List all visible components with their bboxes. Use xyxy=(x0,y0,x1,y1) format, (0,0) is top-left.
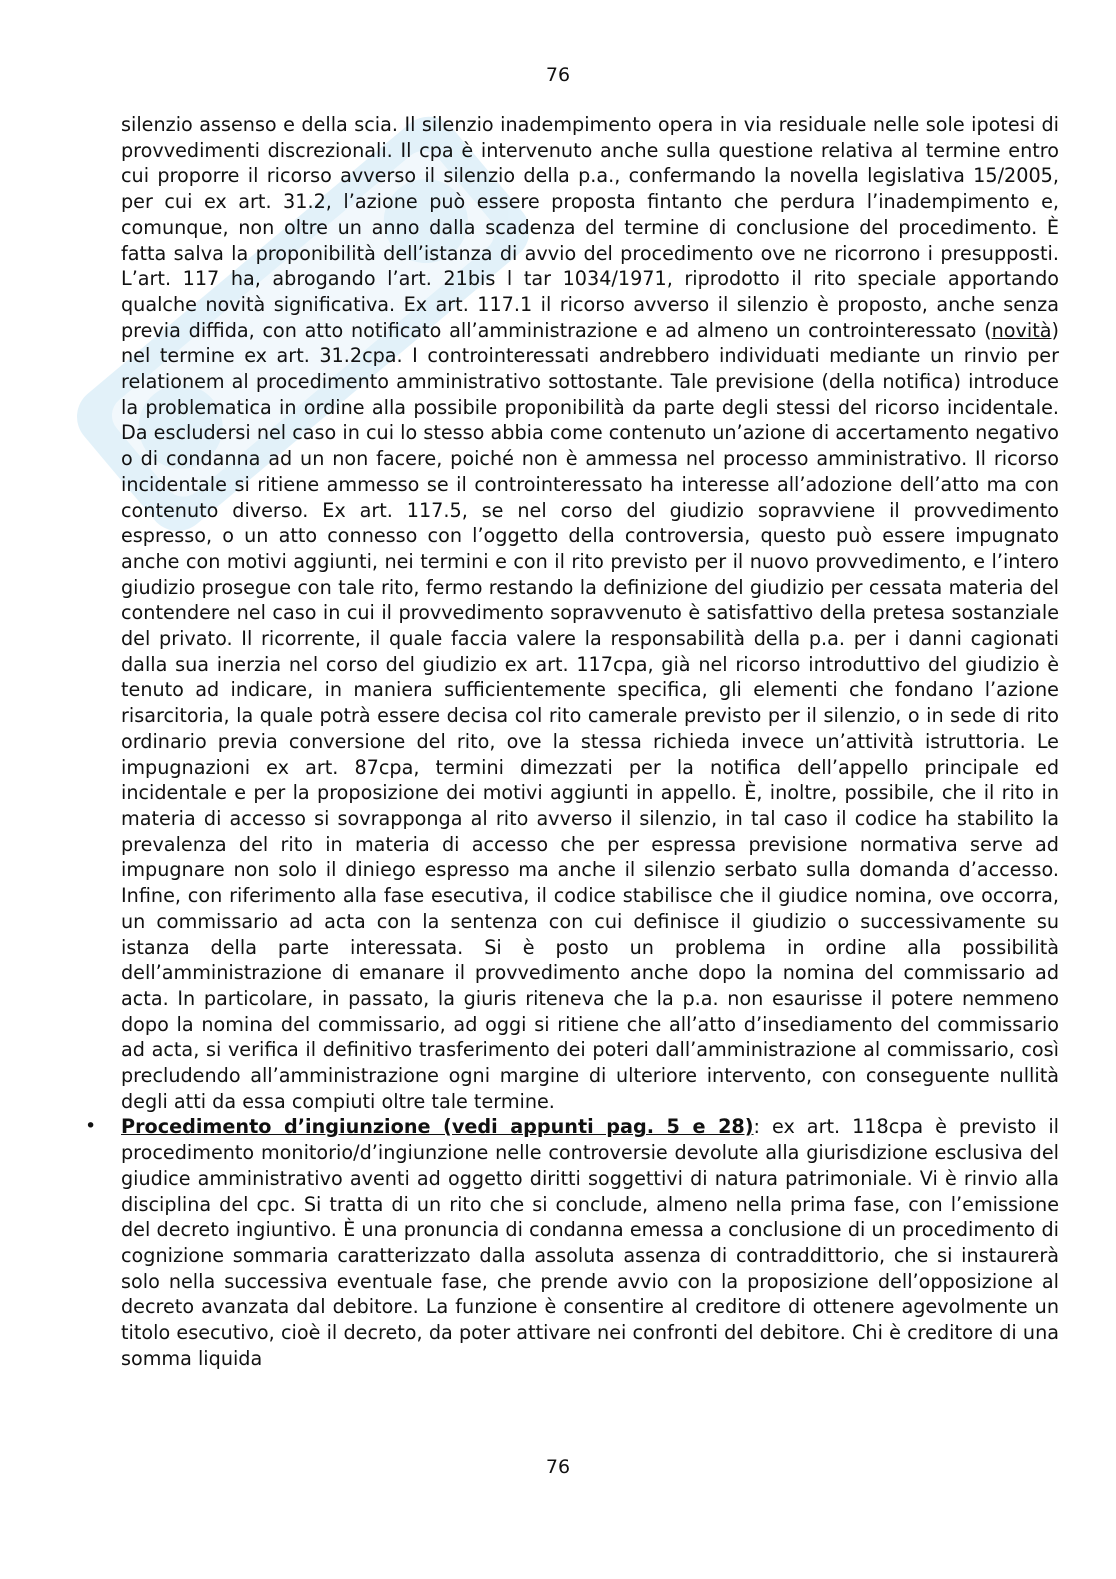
page-number-bottom: 76 xyxy=(545,1456,571,1478)
bullet-paragraph xyxy=(121,1114,1059,1371)
bullet-icon: • xyxy=(85,1115,97,1138)
paragraph-text-a: silenzio assenso e della scia. Il silenzio inadempimento opera in via residuale nelle sole ipotesi di provvedimenti discrezionali. Il cpa è intervenuto anche sulla questione relativa al termine entro cui proporre il ricorso avverso il silenzio della p.a., confermando la novella legislativa 15/2005, per cui ex art. 31.2, l’azione può essere proposta fintanto che perdura l’inadempimento e, comunque, non oltre un anno dalla scadenza del termine di conclusione del procedimento. È fatta salva la proponibilità dell’istanza di avvio del procedimento ove ne ricorrono i presupposti. L’art. 117 ha, abrogando l’art. 21bis l tar 1034/1971, riprodotto il rito speciale apportando qualche novità significativa. Ex art. 117.1 il ricorso avverso il silenzio è proposto, anche senza previa diffida, con atto notificato all’amministrazione e ad almeno un controinteressato ( xyxy=(121,113,1059,342)
body-paragraph xyxy=(121,112,1059,1114)
list-item xyxy=(85,1114,1060,1371)
bullet-body-text: : ex art. 118cpa è previsto il procedimento monitorio/d’ingiunzione nelle controversie devolute alla giurisdizione esclusiva del giudice amministrativo aventi ad oggetto diritti soggettivi di natura patrimoniale. Vi è rinvio alla disciplina del cpc. Si tratta di un rito che si conclude, almeno nella prima fase, con l’emissione del decreto ingiuntivo. È una pronuncia di condanna emessa a conclusione di un procedimento di cognizione sommaria caratterizzato dalla assoluta assenza di contraddittorio, che si instaurerà solo nella successiva eventuale fase, che prende avvio con la proposizione dell’opposizione al decreto avanzata dal debitore. La funzione è consentire al creditore di ottenere agevolmente un titolo esecutivo, cioè il decreto, da poter attivare nei confronti del debitore. Chi è creditore di una somma liquida xyxy=(121,1115,1060,1370)
page-number-top: 76 xyxy=(545,64,571,86)
section-heading: Procedimento d’ingiunzione (vedi appunti pag. 5 e 28) xyxy=(121,1115,754,1139)
underlined-term: novità xyxy=(991,318,1052,342)
document-body xyxy=(85,112,1060,1371)
paragraph-text-b: ) nel termine ex art. 31.2cpa. I controinteressati andrebbero individuati mediante un rinvio per relationem al procedimento amministrativo sottostante. Tale previsione (della notifica) introduce la problematica in ordine alla possibile proponibilità da parte degli stessi del ricorso incidentale. Da escludersi nel caso in cui lo stesso abbia come contenuto un’azione di accertamento negativo o di condanna ad un non facere, poiché non è ammessa nel processo amministrativo. Il ricorso incidentale si ritiene ammesso se il controinteressato ha interesse all’adozione dell’atto ma con contenuto diverso. Ex art. 117.5, se nel corso del giudizio sopravviene il provvedimento espresso, o un atto connesso con l’oggetto della controversia, questo può essere impugnato anche con motivi aggiunti, nei termini e con il rito previsto per il nuovo provvedimento, e l’intero giudizio prosegue con tale rito, fermo restando la definizione del giudizio per cessata materia del contendere nel caso in cui il provvedimento sopravvenuto è satisfattivo della pretesa sostanziale del privato. Il ricorrente, il quale faccia valere la responsabilità della p.a. per i danni cagionati dalla sua inerzia nel corso del giudizio ex art. 117cpa, già nel ricorso introduttivo del giudizio è tenuto ad indicare, in maniera sufficientemente specifica, gli elementi che fondano l’azione risarcitoria, la quale potrà essere decisa col rito camerale previsto per il silenzio, o in sede di rito ordinario previa conversione del rito, ove la stessa richieda invece un’attività istruttoria. Le impugnazioni ex art. 87cpa, termini dimezzati per la notifica dell’appello principale ed incidentale e per la proposizione dei motivi aggiunti in appello. È, inoltre, possibile, che il rito in materia di accesso si sovrapponga al rito avverso il silenzio, in tal caso il codice ha stabilito la prevalenza del rito in materia di accesso che per espressa previsione normativa serve ad impugnare non solo il diniego espresso ma anche il silenzio serbato sulla domanda d’accesso. Infine, con riferimento alla fase esecutiva, il codice stabilisce che il giudice nomina, ove occorra, un commissario ad acta con la sentenza con cui definisce il giudizio o successivamente su istanza della parte interessata. Si è posto un problema in ordine alla possibilità dell’amministrazione di emanare il provvedimento anche dopo la nomina del commissario ad acta. In particolare, in passato, la giuris riteneva che la p.a. non esaurisse il potere nemmeno dopo la nomina del commissario, ad oggi si ritiene che all’atto d’insediamento del commissario ad acta, si verifica il definitivo trasferimento dei poteri dall’amministrazione al commissario, così precludendo all’amministrazione ogni margine di ulteriore intervento, con conseguente nullità degli atti da essa compiuti oltre tale termine. xyxy=(121,318,1059,1113)
